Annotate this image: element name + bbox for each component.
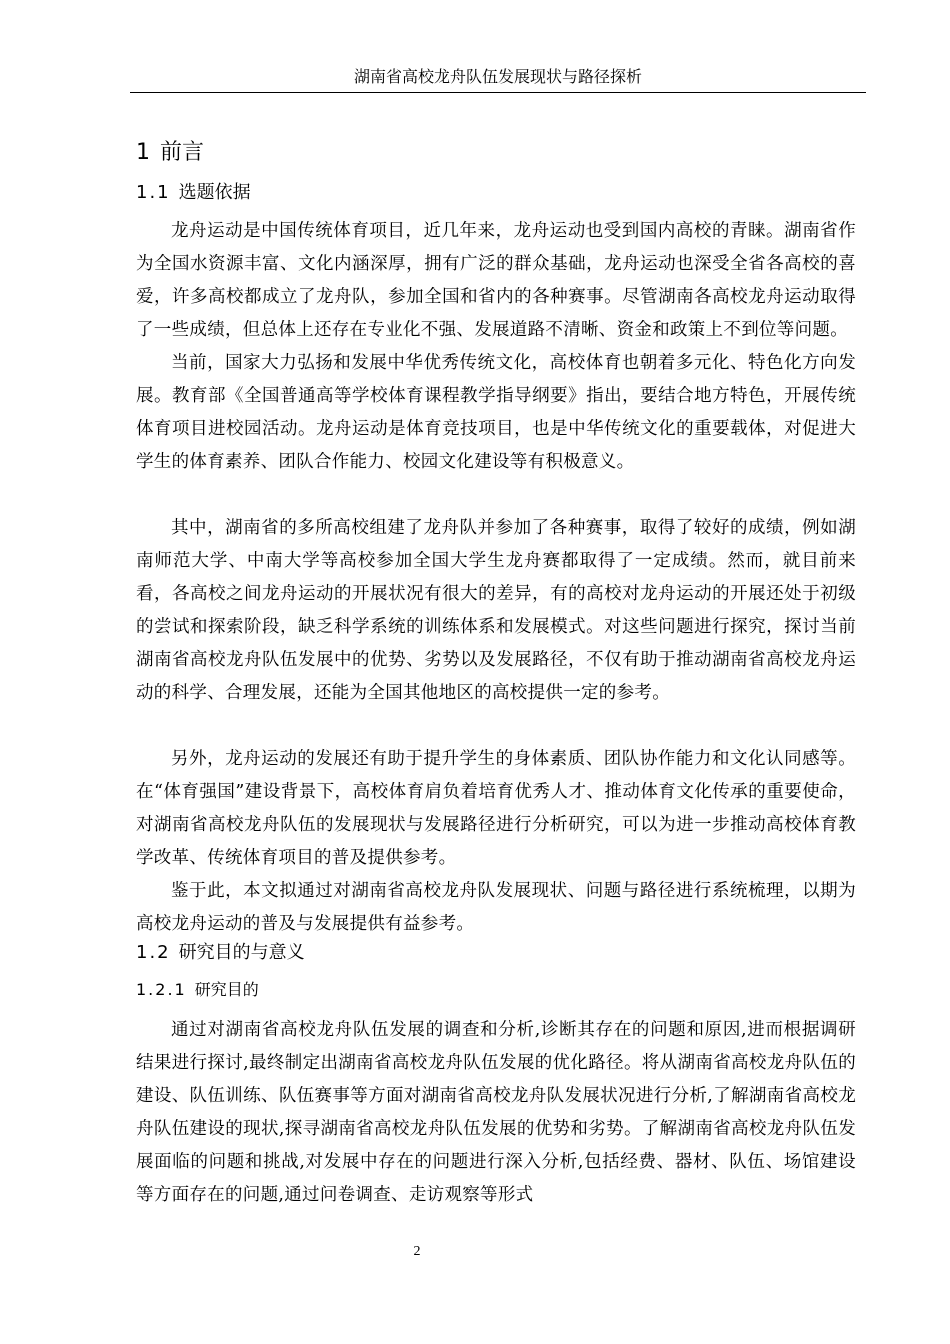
page-number: 2 (413, 1244, 421, 1259)
section-heading-1-2-1 (136, 978, 259, 1002)
body-paragraph: 龙舟运动是中国传统体育项目，近几年来，龙舟运动也受到国内高校的青睐。湖南省作为全国水资源丰富、文化内涵深厚，拥有广泛的群众基础，龙舟运动也深受全省各高校的喜爱，许多高校都成立了龙舟队，参加全国和省内的各种赛事。尽管湖南各高校龙舟运动取得了一些成绩，但总体上还存在专业化不强、发展道路不清晰、资金和政策上不到位等问题。 (136, 220, 856, 340)
body-paragraph: 其中，湖南省的多所高校组建了龙舟队并参加了各种赛事，取得了较好的成绩，例如湖南师范大学、中南大学等高校参加全国大学生龙舟赛都取得了一定成绩。然而，就目前来看，各高校之间龙舟运动的开展状况有很大的差异，有的高校对龙舟运动的开展还处于初级的尝试和探索阶段，缺乏科学系统的训练体系和发展模式。对这些问题进行探究，探讨当前湖南省高校龙舟队伍发展中的优势、劣势以及发展路径，不仅有助于推动湖南省高校龙舟运动的科学、合理发展，还能为全国其他地区的高校提供一定的参考。 (136, 517, 856, 703)
section-number: 1.2.1 (136, 980, 187, 999)
body-paragraph: 另外，龙舟运动的发展还有助于提升学生的身体素质、团队协作能力和文化认同感等。在“体育强国”建设背景下，高校体育肩负着培育优秀人才、推动体育文化传承的重要使命，对湖南省高校龙舟队伍的发展现状与发展路径进行分析研究，可以为进一步推动高校体育教学改革、传统体育项目的普及提供参考。 (136, 748, 856, 868)
section-heading-1 (136, 138, 204, 168)
section-title: 研究目的 (194, 980, 259, 999)
section-number: 1.2 (136, 942, 171, 963)
section-title: 选题依据 (178, 182, 251, 203)
section-heading-1-2 (136, 940, 305, 966)
section-title: 前言 (160, 140, 205, 165)
section-number: 1.1 (136, 182, 171, 203)
section-heading-1-1 (136, 180, 251, 206)
section-number: 1 (136, 140, 152, 165)
body-paragraph: 通过对湖南省高校龙舟队伍发展的调查和分析,诊断其存在的问题和原因,进而根据调研结果进行探讨,最终制定出湖南省高校龙舟队伍发展的优化路径。将从湖南省高校龙舟队伍的建设、队伍训练、队伍赛事等方面对湖南省高校龙舟队发展状况进行分析,了解湖南省高校龙舟队伍建设的现状,探寻湖南省高校龙舟队伍发展的优势和劣势。了解湖南省高校龙舟队伍发展面临的问题和挑战,对发展中存在的问题进行深入分析,包括经费、器材、队伍、场馆建设等方面存在的问题,通过问卷调查、走访观察等形式 (136, 1019, 856, 1205)
body-paragraph: 鉴于此，本文拟通过对湖南省高校龙舟队发展现状、问题与路径进行系统梳理，以期为高校龙舟运动的普及与发展提供有益参考。 (136, 880, 856, 934)
running-header: 湖南省高校龙舟队伍发展现状与路径探析 (353, 67, 642, 86)
header-rule (130, 92, 866, 93)
section-title: 研究目的与意义 (178, 942, 305, 963)
body-paragraph: 当前，国家大力弘扬和发展中华优秀传统文化，高校体育也朝着多元化、特色化方向发展。教育部《全国普通高等学校体育课程教学指导纲要》指出，要结合地方特色，开展传统体育项目进校园活动。龙舟运动是体育竞技项目，也是中华传统文化的重要载体，对促进大学生的体育素养、团队合作能力、校园文化建设等有积极意义。 (136, 352, 856, 472)
